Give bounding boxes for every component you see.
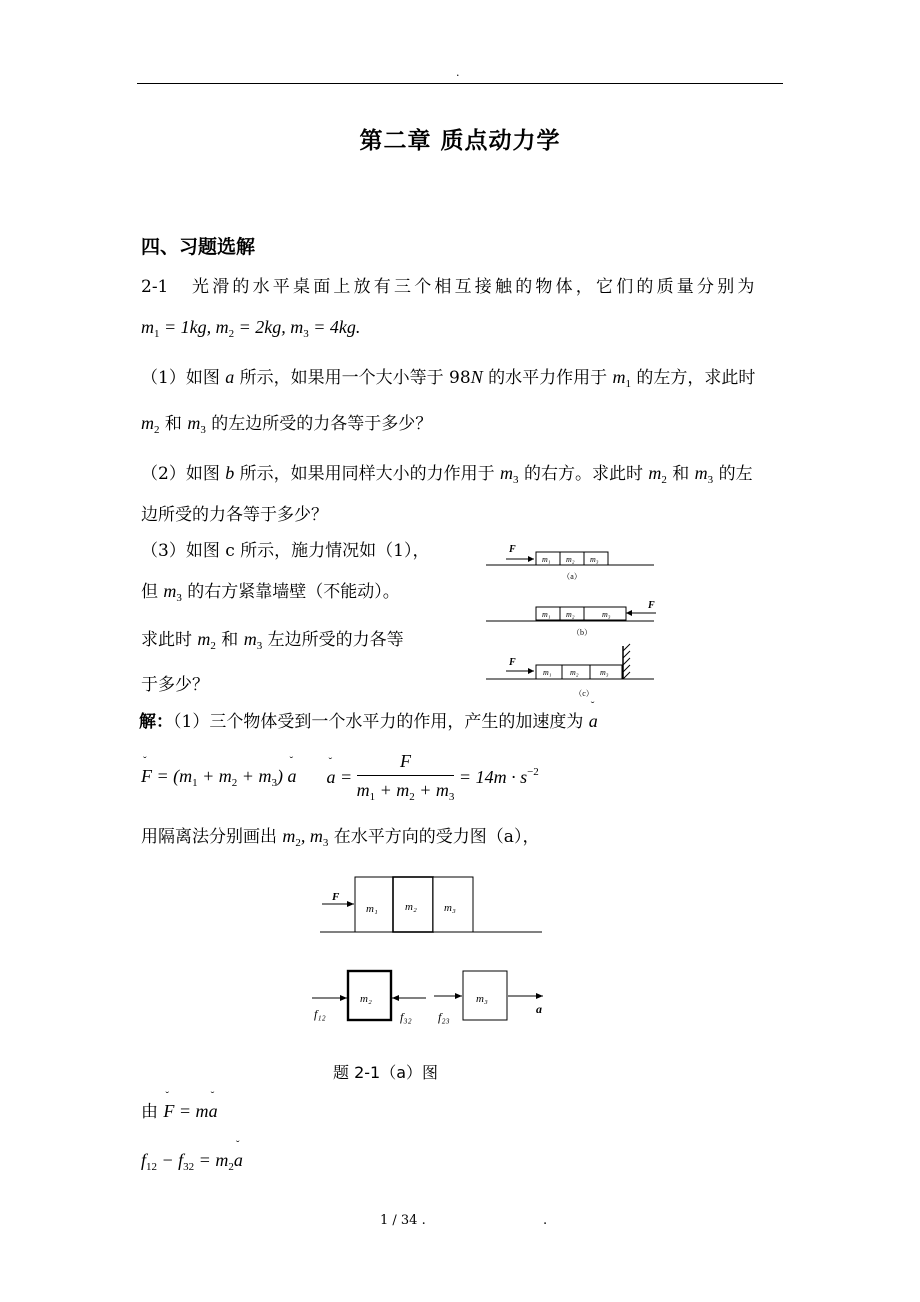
fig-a-label: （a） [562,572,582,581]
large-block-1: m₁ [366,903,378,915]
solution-equation-3: $f_{12} - f_{32}$ = $m_2ˇ$ a [141,1150,243,1173]
fig-b-label: （b） [572,628,592,637]
fig-a-block-1: m₁ [542,555,551,564]
force-f32: f₃₂ [400,1010,412,1024]
problem-number: 2-1 [141,277,169,297]
force-f23: f₂₃ [438,1010,450,1024]
solution-line-2: 用隔离法分别画出 $m_2$, $m_3$ 在水平方向的受力图（a）， [141,826,540,849]
page-footer: 1 / 34 . [380,1213,426,1228]
solution-line-1: 解：（1）三个物体受到一个水平力的作用，产生的加速度为 ˇ a [139,712,598,731]
stacked-blocks [320,877,542,932]
figure-a [486,544,654,581]
free-body-m3 [434,971,543,1024]
fig-b-block-3: m₃ [602,610,611,619]
fig-b-force-label: F [648,600,655,611]
fig-b-block-1: m₁ [542,610,551,619]
fig-a-block-2: m₂ [566,555,575,564]
question-2-line-1: （2）如图 b 所示，如果用同样大小的力作用于 $m_3$ 的右方。求此时 $m_2$ 和 $m_3$ 的左 [141,463,753,486]
figure-caption: 题 2-1（a）图 [333,1063,439,1082]
problem-intro: 光滑的水平桌面上放有三个相互接触的物体，它们的质量分别为 [192,277,758,297]
free-body-m3-label: m₃ [476,993,488,1005]
figure-b [486,600,656,637]
fig-c-force-label: F [509,657,516,668]
force-f12: f₁₂ [314,1007,326,1021]
question-3-line-3: 求此时 $m_2$ 和 $m_3$ 左边所受的力各等 [141,629,404,652]
fig-a-block-3: m₃ [590,555,599,564]
free-body-figure [310,868,550,1038]
fig-c-block-3: m₃ [600,668,609,677]
question-1-line-1: （1）如图 a 所示，如果用一个大小等于 98N 的水平力作用于 $m_1$ 的左方，求此时 [141,367,756,390]
section-heading: 四、习题选解 [141,236,256,258]
fig-a-force-label: F [509,544,516,555]
header-rule [137,83,783,84]
free-body-m2-label: m₂ [360,993,372,1005]
acceleration-fraction: $\frac{F}{m_1 + m_2 + m_3}$ [356,751,455,803]
question-1-line-2: $m_2$ 和 $m_3$ 的左边所受的力各等于多少？ [141,413,433,436]
fig-c-block-1: m₁ [543,668,552,677]
problem-figures-abc [486,538,658,700]
chapter-title: 第二章 质点动力学 [359,128,561,154]
large-block-2: m₂ [405,901,417,913]
large-fig-force-label: F [332,891,340,903]
question-3-line-4: 于多少？ [141,675,209,695]
question-3-line-1: （3）如图 c 所示，施力情况如（1）， [141,541,430,561]
free-body-m2 [312,971,426,1024]
fig-c-label: （c） [574,689,594,698]
fig-c-block-2: m₂ [570,668,579,677]
question-2-line-2: 边所受的力各等于多少？ [141,505,328,525]
solution-line-3: 由 ˇ F = mˇ a [141,1102,218,1121]
question-3-line-2: 但 $m_3$ 的右方紧靠墙壁（不能动）。 [141,581,400,604]
fig-b-block-2: m₂ [566,610,575,619]
acceleration-label: a [536,1002,542,1016]
figure-c [486,644,654,698]
solution-equations: ˇ $F = (m_1 + m_2 + m_3)$ ˇ a ˇ a = $\frac{F}{m_1 + m_2 + m_3}$ = $14m \cdot s^{-2}$ [141,750,539,804]
footer-dot: . [543,1213,548,1228]
large-block-3: m₃ [444,902,456,914]
header-dot: . [456,66,460,79]
masses-equation: $m_1 = 1kg$, $m_2 = 2kg$, $m_3 = 4kg$. [141,317,361,340]
